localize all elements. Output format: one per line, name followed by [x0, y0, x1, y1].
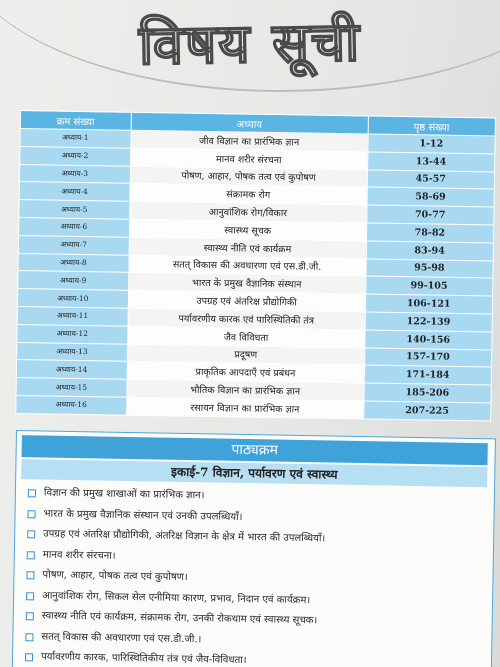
- chapter-number: अध्याय-14: [16, 360, 127, 380]
- chapter-number: अध्याय-15: [16, 378, 127, 398]
- chapter-number: अध्याय-16: [16, 395, 127, 415]
- chapter-title: प्राकृतिक आपदाएँ एवं प्रबंधन: [127, 362, 364, 384]
- chapter-title: मानव शरीर संरचना: [130, 148, 367, 170]
- square-bullet-icon: [25, 653, 33, 661]
- page-range: 13-44: [367, 152, 495, 172]
- contents-body: [16, 129, 495, 421]
- chapter-title: स्वास्थ्य नीति एवं कार्यक्रम: [129, 237, 366, 259]
- square-bullet-icon: [27, 551, 35, 559]
- chapter-title: उपग्रह एवं अंतरिक्ष प्रौद्योगिकी: [128, 290, 365, 312]
- chapter-title: प्रदूषण: [127, 344, 364, 366]
- syllabus-heading: पाठ्यक्रम: [22, 435, 488, 465]
- chapter-number: अध्याय-3: [19, 164, 130, 184]
- list-item-text: स्वास्थ्य नीति एवं कार्यक्रम, संक्रामक रोग, उनकी रोकथाम एवं स्वास्थ्य सूचक।: [41, 610, 318, 627]
- chapter-number: अध्याय-13: [17, 342, 128, 362]
- page-range: 185-206: [364, 383, 492, 403]
- page-range: 83-94: [366, 241, 494, 261]
- page-range: 58-69: [367, 187, 495, 207]
- square-bullet-icon: [28, 489, 36, 497]
- list-item-text: पोषण, आहार, पोषक तत्व एवं कुपोषण।: [42, 569, 188, 584]
- square-bullet-icon: [27, 510, 35, 518]
- square-bullet-icon: [27, 530, 35, 538]
- square-bullet-icon: [25, 633, 33, 641]
- chapter-number: अध्याय-2: [20, 146, 131, 166]
- page-range: 207-225: [363, 401, 491, 421]
- chapter-number: अध्याय-6: [19, 217, 130, 237]
- page-range: 95-98: [365, 259, 493, 279]
- list-item-text: भारत के प्रमुख वैज्ञानिक संस्थान एवं उनकी उपलब्धियाँ।: [43, 507, 243, 523]
- page-range: 171-184: [364, 365, 492, 385]
- chapter-number: अध्याय-1: [20, 129, 131, 149]
- contents-table: [15, 110, 496, 421]
- list-item-text: उपग्रह एवं अंतरिक्ष प्रौद्योगिकी, अंतरिक्ष विज्ञान के क्षेत्र में भारत की उपलब्धियाँ।: [43, 528, 326, 545]
- chapter-title: स्वास्थ्य सूचक: [129, 219, 366, 241]
- square-bullet-icon: [26, 592, 34, 600]
- chapter-number: अध्याय-4: [19, 182, 130, 202]
- chapter-number: अध्याय-5: [19, 200, 130, 220]
- list-item-text: पर्यावरणीय कारक, पारिस्थितिकीय तंत्र एवं जैव-विविधता।: [40, 651, 247, 667]
- page-title: विषय सूची: [138, 10, 362, 77]
- chapter-number: अध्याय-12: [17, 324, 128, 344]
- syllabus-list: [25, 483, 488, 667]
- square-bullet-icon: [26, 612, 34, 620]
- list-item-text: मानव शरीर संरचना।: [42, 548, 116, 562]
- header-serial: क्रम संख्या: [20, 111, 131, 131]
- chapter-title: रसायन विज्ञान का प्रारंभिक ज्ञान: [126, 397, 363, 419]
- page-range: 70-77: [366, 205, 494, 225]
- chapter-number: अध्याय-9: [18, 271, 129, 291]
- unit-title: इकाई-7 विज्ञान, पर्यावरण एवं स्वास्थ्य: [21, 459, 487, 487]
- page-range: 78-82: [366, 223, 494, 243]
- chapter-number: अध्याय-11: [17, 306, 128, 326]
- square-bullet-icon: [26, 571, 34, 579]
- chapter-number: अध्याय-8: [18, 253, 129, 273]
- chapter-title: सतत् विकास की अवधारणा एवं एस.डी.जी.: [129, 255, 366, 277]
- chapter-title: आनुवांशिक रोग/विकार: [129, 201, 366, 223]
- list-item-text: सतत् विकास की अवधारणा एवं एस.डी.जी.।: [41, 630, 202, 645]
- chapter-title: भौतिक विज्ञान का प्रारंभिक ज्ञान: [127, 379, 364, 401]
- chapter-title: जीव विज्ञान का प्रारंभिक ज्ञान: [130, 130, 367, 152]
- page-range: 122-139: [365, 312, 493, 332]
- header-chapter: अध्याय: [131, 112, 368, 134]
- chapter-title: संक्रामक रोग: [130, 184, 367, 206]
- chapter-title: जैव विविधता: [127, 326, 364, 348]
- page-range: 140-156: [364, 330, 492, 350]
- chapter-number: अध्याय-7: [18, 235, 129, 255]
- list-item-text: विज्ञान की प्रमुख शाखाओं का प्रारंभिक ज्ञान।: [43, 487, 205, 502]
- list-item-text: आनुवांशिक रोग, सिकल सेल एनीमिया कारण, प्रभाव, निदान एवं कार्यक्रम।: [42, 589, 311, 606]
- chapter-title: पर्यावरणीय कारक एवं पारिस्थितिकी तंत्र: [128, 308, 365, 330]
- page-range: 157-170: [364, 348, 492, 368]
- chapter-number: अध्याय-10: [17, 289, 128, 309]
- page-range: 1-12: [367, 134, 495, 154]
- page-range: 106-121: [365, 294, 493, 314]
- syllabus-box: [11, 430, 495, 667]
- page-range: 45-57: [367, 170, 495, 190]
- chapter-title: भारत के प्रमुख वैज्ञानिक संस्थान: [128, 273, 365, 295]
- page-range: 99-105: [365, 276, 493, 296]
- header-page: पृष्ठ संख्या: [368, 116, 496, 136]
- chapter-title: पोषण, आहार, पोषक तत्व एवं कुपोषण: [130, 166, 367, 188]
